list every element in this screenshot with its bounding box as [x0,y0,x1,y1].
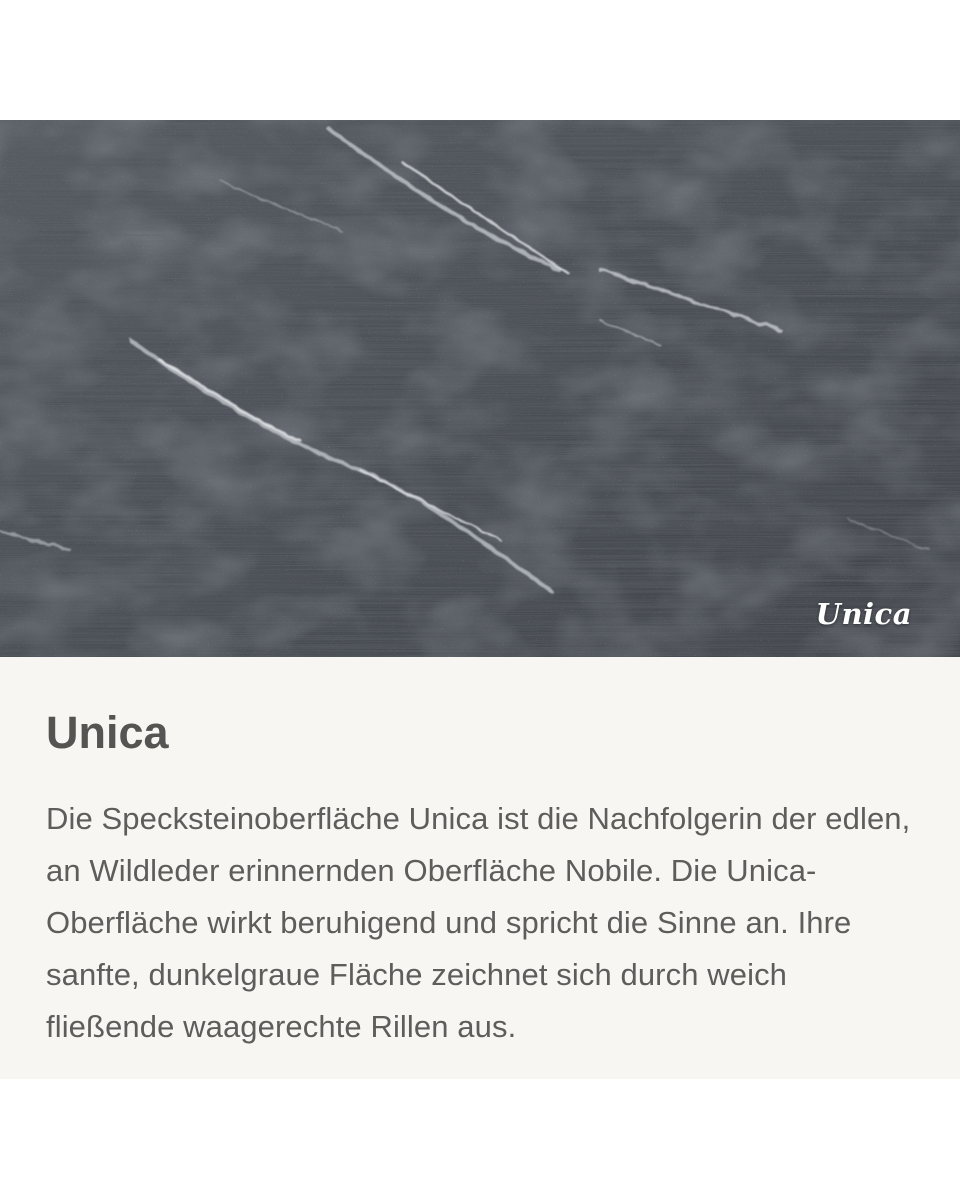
stone-caption: Unica [815,597,912,631]
product-title: Unica [46,707,169,758]
stone-texture-image [0,120,960,657]
soapstone-surface-graphic [0,120,960,657]
top-whitespace [0,0,960,120]
product-description: Die Specksteinoberfläche Unica ist die Nachfolgerin der edlen, an Wildleder erinnernden Oberfläche Nobile. Die Unica-Oberfläche wirkt beruhigend und spricht die Sinne an. Ihre sanfte, dunkelgraue Fläche zeichnet sich durch weich fließende waagerechte Rillen aus. [46,801,911,1044]
description-panel [0,657,960,1079]
